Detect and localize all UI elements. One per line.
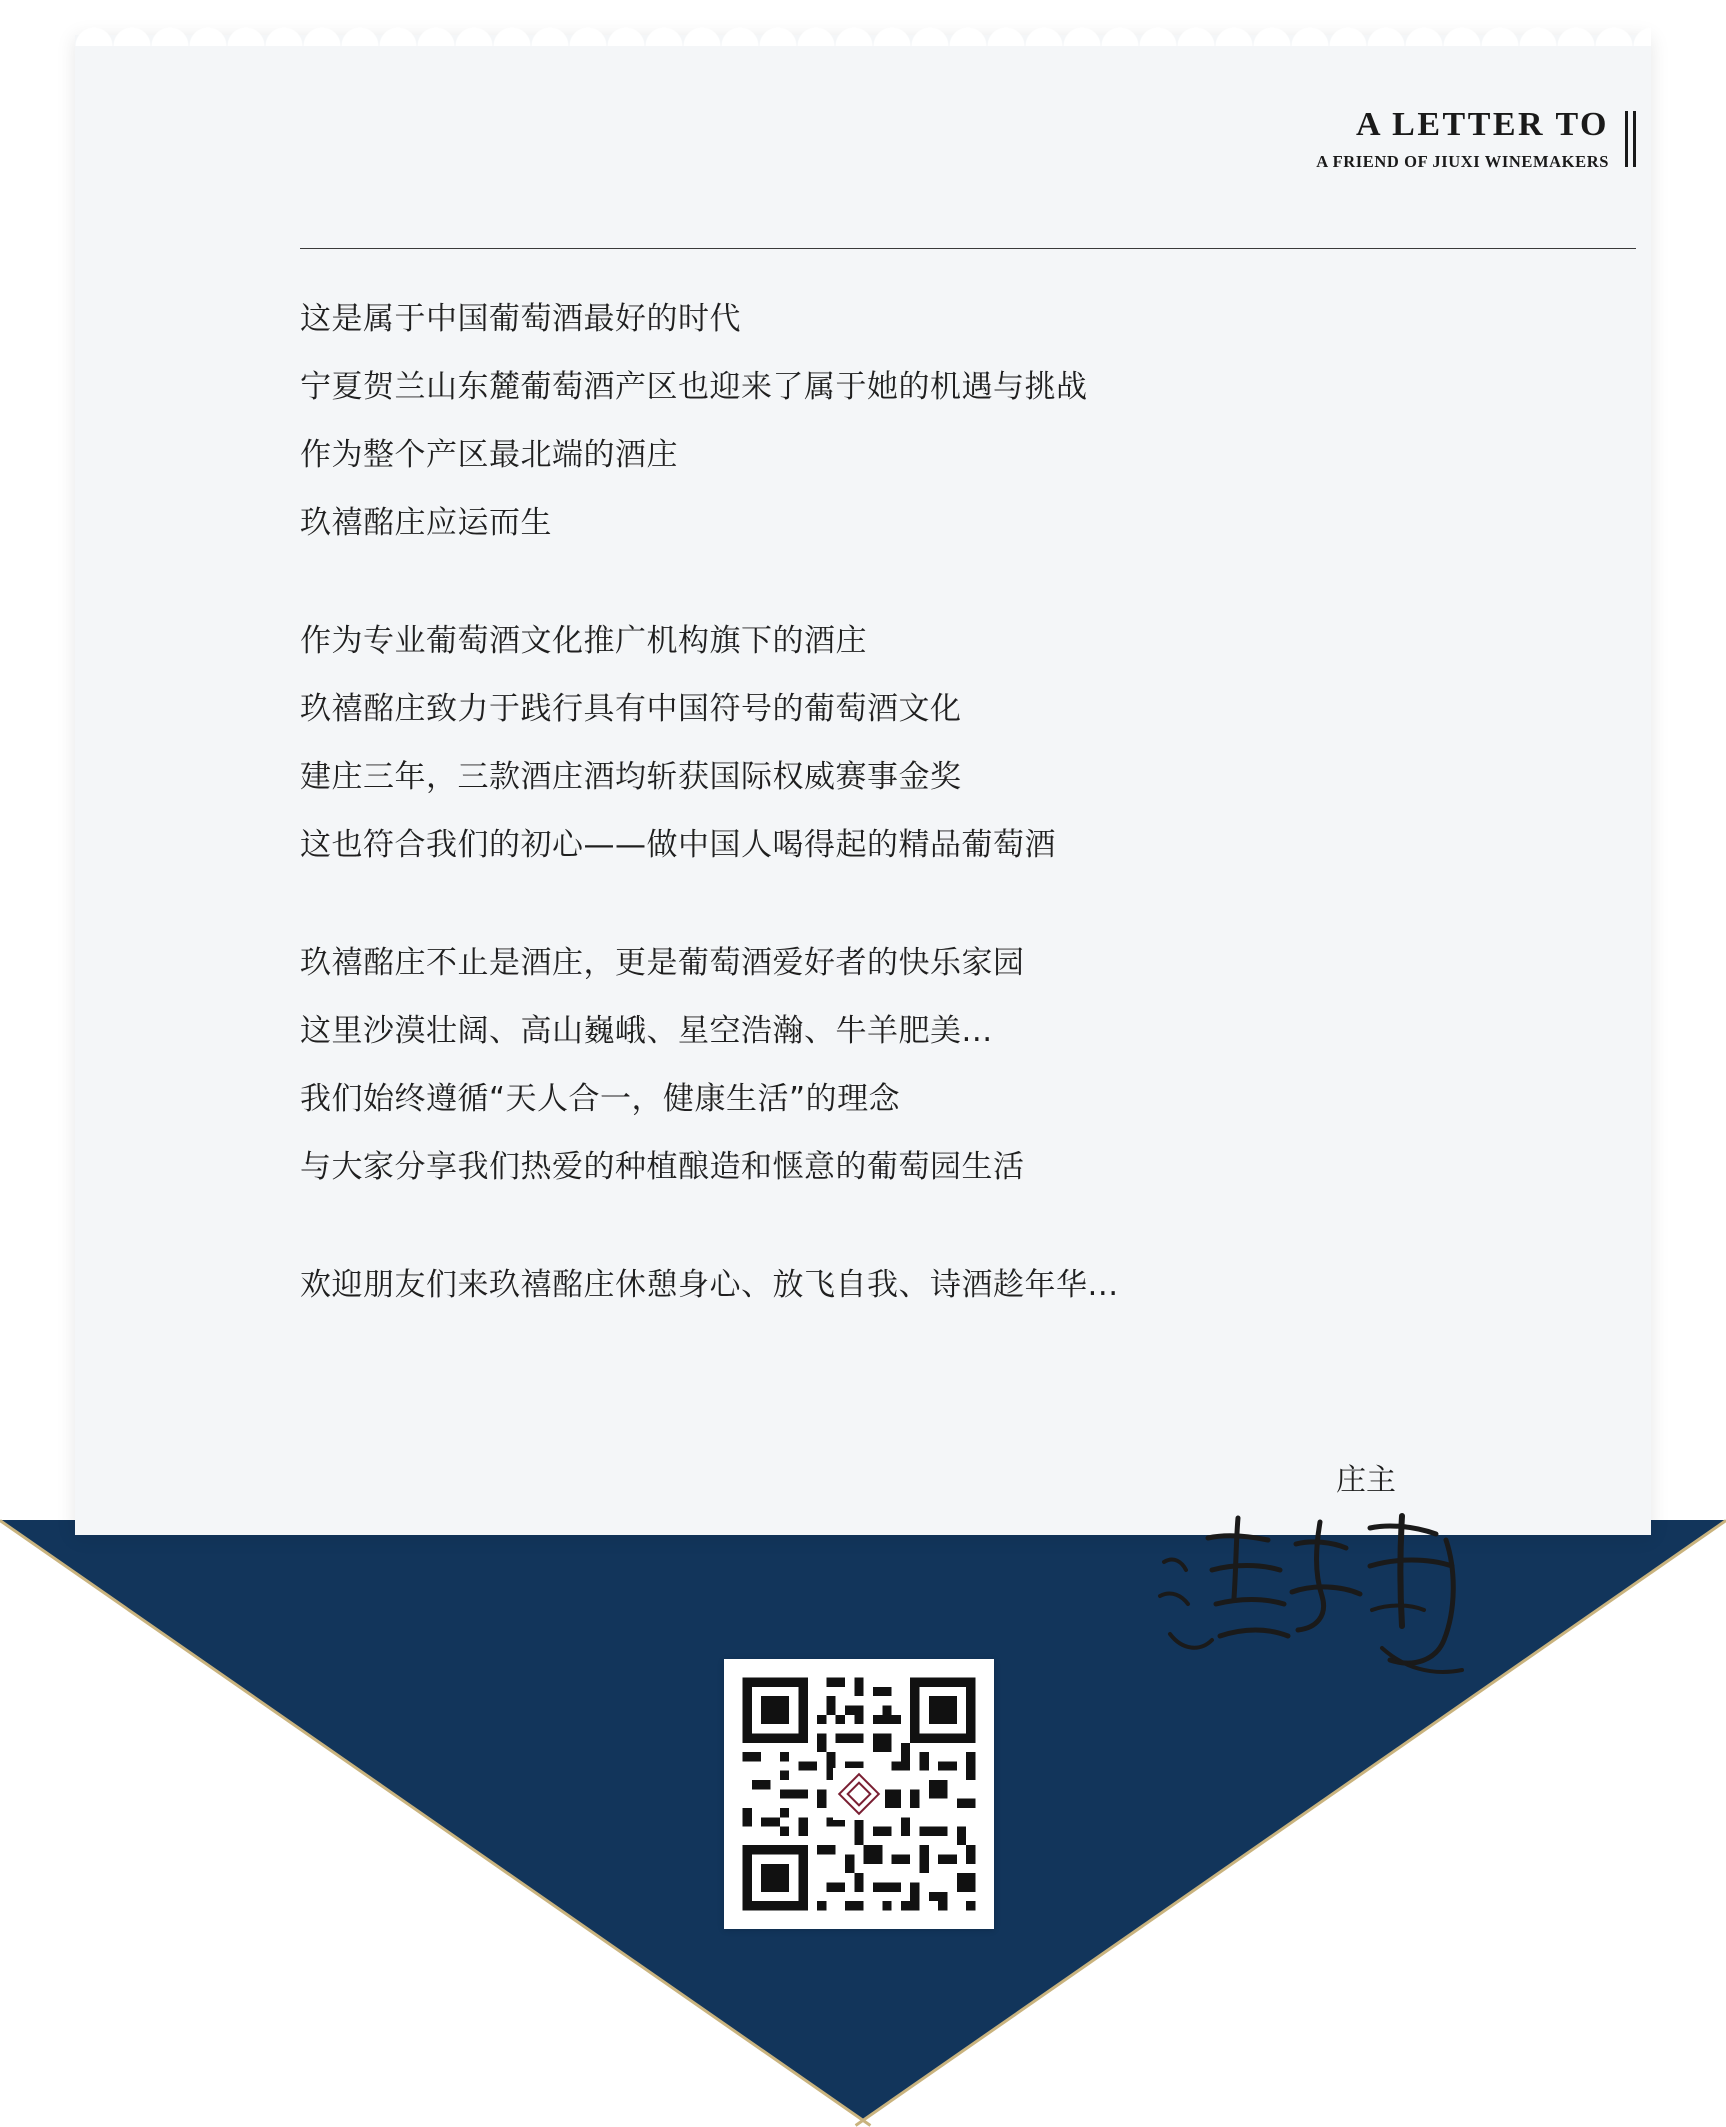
header-divider	[300, 248, 1636, 249]
letter-body	[300, 285, 1400, 1319]
letter-line: 作为专业葡萄酒文化推广机构旗下的酒庄	[300, 623, 867, 659]
signature-label: 庄主	[1336, 1463, 1396, 1498]
letter-line: 这里沙漠壮阔、高山巍峨、星空浩瀚、牛羊肥美...	[300, 1013, 993, 1049]
paragraph	[300, 607, 1400, 879]
letter-line: 玖禧酩庄不止是酒庄，更是葡萄酒爱好者的快乐家园	[300, 945, 1025, 981]
letter-line: 玖禧酩庄致力于践行具有中国符号的葡萄酒文化	[300, 691, 962, 727]
letter-line: 欢迎朋友们来玖禧酩庄休憩身心、放飞自我、诗酒趁年华...	[300, 1267, 1119, 1303]
double-bar-ornament-icon	[1625, 110, 1636, 168]
letter-line: 与大家分享我们热爱的种植酿造和惬意的葡萄园生活	[300, 1149, 1025, 1185]
qr-code[interactable]	[724, 1659, 994, 1929]
paragraph	[300, 929, 1400, 1201]
letter-line: 这也符合我们的初心——做中国人喝得起的精品葡萄酒	[300, 827, 1056, 863]
page-title: A LETTER TO	[1355, 106, 1609, 143]
paragraph	[300, 285, 1400, 557]
letter-line: 宁夏贺兰山东麓葡萄酒产区也迎来了属于她的机遇与挑战	[300, 369, 1088, 405]
diamond-logo-icon	[833, 1768, 885, 1820]
letter-line: 我们始终遵循“天人合一，健康生活”的理念	[300, 1081, 901, 1117]
letter-line: 玖禧酩庄应运而生	[300, 505, 552, 541]
letter-line: 建庄三年，三款酒庄酒均斩获国际权威赛事金奖	[300, 759, 962, 795]
letter-line: 这是属于中国葡萄酒最好的时代	[300, 301, 741, 337]
paragraph	[300, 1251, 1400, 1319]
page-subtitle: A FRIEND OF JIUXI WINEMAKERS	[1316, 152, 1609, 172]
letter-line: 作为整个产区最北端的酒庄	[300, 437, 678, 473]
handwritten-signature	[1156, 1500, 1476, 1690]
letter-header	[1316, 105, 1636, 172]
